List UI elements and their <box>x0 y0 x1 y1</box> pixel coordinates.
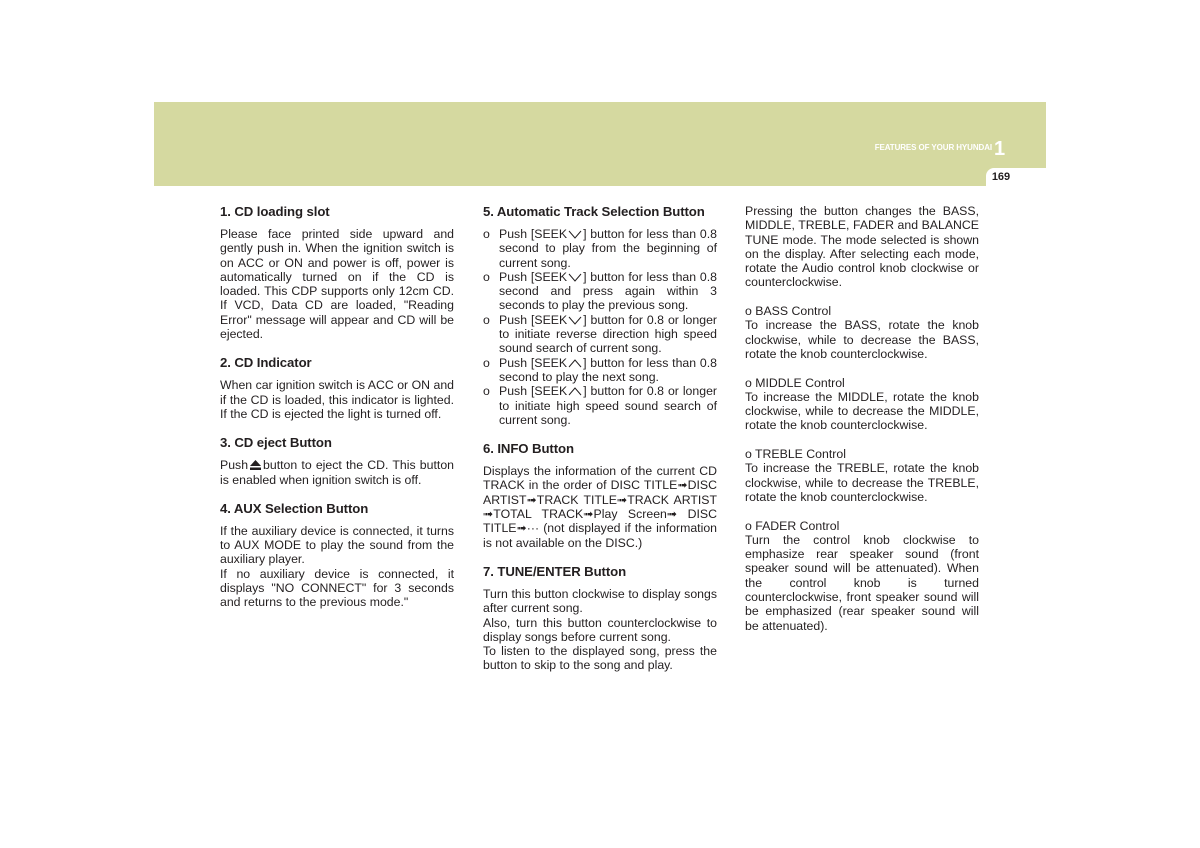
list-item <box>483 227 717 270</box>
section-cd-loading-slot <box>220 204 454 341</box>
section-cd-eject <box>220 435 454 487</box>
section-info-button <box>483 441 717 550</box>
section-aux-selection <box>220 501 454 610</box>
section-body: Turn this button clockwise to display songs after current song. <box>483 586 717 616</box>
section-cd-indicator <box>220 355 454 421</box>
seek-down-icon <box>568 273 582 282</box>
section-title: FEATURES OF YOUR HYUNDAI <box>874 143 992 152</box>
section-heading: 7. TUNE/ENTER Button <box>483 563 627 579</box>
item-text: ] button for less than 0.8 second to play from the beginning of current song. <box>499 227 718 270</box>
seek-label: Push [SEEK <box>499 355 568 370</box>
bullet-marker: o <box>483 355 490 370</box>
section-heading: 3. CD eject Button <box>220 435 332 451</box>
seek-up-icon <box>568 387 582 396</box>
control-heading: o TREBLE Control <box>745 447 846 462</box>
control-heading: o MIDDLE Control <box>745 375 845 390</box>
control-heading: o BASS Control <box>745 304 832 319</box>
bullet-marker: o <box>483 269 490 284</box>
page-number: 169 <box>991 171 1011 183</box>
section-body: When car ignition switch is ACC or ON and if the CD is loaded, this indicator is lighted. If the CD is ejected the light is turned off. <box>220 378 454 421</box>
section-heading: 4. AUX Selection Button <box>220 500 369 516</box>
list-item <box>483 356 717 385</box>
list-item <box>483 384 717 427</box>
section-body: Also, turn this button counterclockwise to display songs before current song. <box>483 615 717 644</box>
column-2 <box>483 204 717 687</box>
control-body: To increase the BASS, rotate the knob clockwise, while to decrease the BASS, rotate the knob counterclockwise. <box>745 318 979 361</box>
bullet-marker: o <box>483 384 490 399</box>
seek-label: Push [SEEK <box>499 269 568 284</box>
list-item <box>483 313 717 356</box>
control-heading: o FADER Control <box>745 518 840 533</box>
item-text: ] button for 0.8 or longer to initiate reverse direction high speed sound search of current song. <box>499 312 718 356</box>
section-body: To listen to the displayed song, press the button to skip to the song and play. <box>483 644 717 673</box>
control-body: To increase the MIDDLE, rotate the knob clockwise, while to decrease the MIDDLE, rotate the knob counterclockwise. <box>745 389 979 433</box>
chapter-number: 1 <box>994 138 1006 160</box>
section-body: Displays the information of the current CD TRACK in the order of DISC TITLE➟DISC ARTIST➟TRACK TITLE➟TRACK ARTIST ➟TOTAL TRACK➟Play Screen➟ DISC TITLE➟··· (not displayed if the information is not available on the DISC.) <box>483 464 717 550</box>
bullet-marker: o <box>483 227 490 241</box>
body-text: Push <box>220 458 249 473</box>
bullet-marker: o <box>483 312 490 327</box>
section-heading: 1. CD loading slot <box>220 204 330 219</box>
seek-down-icon <box>568 316 582 325</box>
section-heading: 5. Automatic Track Selection Button <box>483 204 705 219</box>
intro-text: Pressing the button changes the BASS, MIDDLE, TREBLE, FADER and BALANCE TUNE mode. The mode selected is shown on the display. After selecting each mode, rotate the Audio control knob clockwise or counterclockwise. <box>745 204 979 290</box>
item-text: ] button for less than 0.8 second and press again within 3 seconds to play the previous song. <box>499 269 718 313</box>
control-body: Turn the control knob clockwise to emphasize rear speaker sound (front speaker sound will be attenuated). When the control knob is turned counterclockwise, front speaker sound will be emphasized (rear speaker sound will be attenuated). <box>745 532 979 633</box>
body-text: button to eject the CD. This button is enabled when ignition switch is off. <box>220 458 454 487</box>
seek-label: Push [SEEK <box>499 384 568 399</box>
seek-down-icon <box>568 230 582 239</box>
bullet-list <box>483 227 717 427</box>
item-text: ] button for less than 0.8 second to play the next song. <box>499 355 718 384</box>
section-body: Please face printed side upward and gently push in. When the ignition switch is on ACC or ON and power is off, power is automatically turned on if the CD is loaded. This CDP supports only 12cm CD. If VCD, Data CD are loaded, "Reading Error" message will appear and CD will be ejected. <box>220 227 454 342</box>
section-heading: 6. INFO Button <box>483 441 574 457</box>
section-tune-enter <box>483 564 717 673</box>
section-body: If the auxiliary device is connected, it turns to AUX MODE to play the sound from the auxiliary player. <box>220 523 454 567</box>
eject-icon <box>250 460 261 470</box>
seek-label: Push [SEEK <box>499 312 568 327</box>
column-3 <box>745 204 979 633</box>
section-body <box>220 458 454 487</box>
section-heading: 2. CD Indicator <box>220 355 312 371</box>
control-body: To increase the TREBLE, rotate the knob clockwise, while to decrease the TREBLE, rotate the knob counterclockwise. <box>745 461 979 504</box>
list-item <box>483 270 717 313</box>
section-track-selection <box>483 204 717 427</box>
item-text: ] button for 0.8 or longer to initiate high speed sound search of current song. <box>499 384 718 427</box>
seek-label: Push [SEEK <box>499 227 568 241</box>
section-body: If no auxiliary device is connected, it displays "NO CONNECT" for 3 seconds and returns to the previous mode." <box>220 566 454 610</box>
column-1 <box>220 204 454 624</box>
seek-up-icon <box>568 359 582 368</box>
